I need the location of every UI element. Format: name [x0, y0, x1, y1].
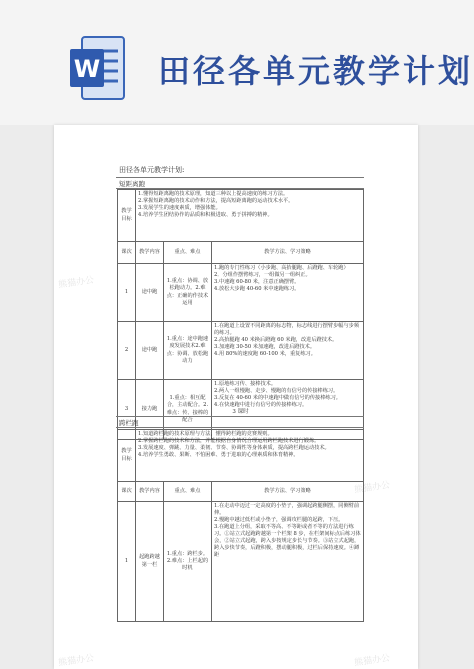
lesson-keypoints: 1.重点：跨栏步。2.难点：上栏起的时机 [164, 502, 212, 622]
watermark: 熊猫办公 [353, 480, 391, 496]
method-item: 1.跑的专门性练习（小步跑、高抬腿跑、后蹬跑、车轮跑） [214, 265, 349, 271]
lesson-keypoints: 1.重点：途中跑速度发展技术2.难点：协调、放松跑动力 [164, 322, 212, 380]
word-document-icon [68, 35, 126, 101]
watermark: 熊猫办公 [353, 653, 391, 669]
method-item: 1.在跑道上设置不同距离的标志物，标志线进行摆臂步幅与步频的练习。 [214, 323, 360, 337]
method-item: 4.放松大步跑 40-60 米中速跑练习。 [214, 286, 300, 293]
lesson-keypoints: 1.重点：协调、放松跑动力。2.难点：正确的作技术运用 [164, 264, 212, 322]
goal-label: 教学目标 [118, 430, 136, 482]
lesson-methods [212, 322, 364, 380]
goal-item: 1.懂得短距离跑的技术原理，知道三种以上提高速度的练习方法。 [138, 191, 289, 197]
lesson-content: 接力跑 [136, 380, 164, 440]
goal-label: 教学目标 [118, 190, 136, 242]
method-item: 1.原地练习传、接棒技术。 [214, 381, 277, 387]
section-label: 短距离跑 [119, 180, 145, 188]
lesson-number: 1 [118, 264, 136, 322]
divider [116, 177, 364, 178]
watermark: 熊猫办公 [57, 653, 95, 669]
header-content: 教学内容 [136, 242, 164, 264]
goal-item: 3.发展速度、弹跳、力量、柔韧、节奏、协调性等身体素质，提高跨栏跑运动技术。 [138, 445, 330, 452]
table-row [118, 322, 364, 380]
method-item: 2.高抬腿跑 40 米换后蹬跑 60 米跑，改进后蹬技术。 [214, 337, 338, 344]
header-lesson: 课次 [118, 482, 136, 502]
goal-item: 3.发展学生的速度素质，增强体能。 [138, 205, 221, 212]
header-keypoints: 重点、难点 [164, 482, 212, 502]
method-item: 2．分组作摆臂练习，一组做另一组纠正。 [214, 272, 311, 279]
section-label: 跨栏跑 [119, 419, 139, 427]
method-item: 4.用 80%的速度跑 60-100 米，重复练习。 [214, 351, 316, 358]
lesson-number: 3 [118, 380, 136, 440]
lesson-content: 起跑跨越第一栏 [136, 502, 164, 622]
method-item: 2.慢跑中越过低栏或小垫子，强调攻栏腿的起跨，下压。 [214, 517, 344, 524]
goal-item: 4.培养学生团结协作的品质和积极进取、勇于拼搏的精神。 [138, 212, 273, 219]
header-methods: 教学方法、学习策略 [212, 242, 364, 264]
divider [116, 427, 364, 428]
watermark: 熊猫办公 [57, 275, 95, 291]
goal-list [136, 190, 364, 242]
lesson-methods [212, 264, 364, 322]
method-item: 1.在走动中迈过一定高度的小垫子，强调起跨腿侧摆，同侧臂前伸。 [214, 503, 360, 517]
document-heading: 田径各单元教学计划: [119, 166, 185, 174]
hours-note: 3 课时 [232, 409, 249, 415]
banner-title: 田径各单元教学计划 [158, 52, 474, 90]
method-item: 3.中速跑 60-80 米，注意正确摆臂。 [214, 279, 300, 286]
goal-list [136, 430, 364, 482]
method-item: 2.两人一组慢跑、走步、慢跑的有信号的传接棒练习。 [214, 388, 339, 395]
table-row [118, 502, 364, 622]
method-item: 3.反复在 40-60 米的中速跑中做有信号的传接棒练习。 [214, 395, 341, 402]
header-keypoints: 重点、难点 [164, 242, 212, 264]
header-methods: 教学方法、学习策略 [212, 482, 364, 502]
divider [116, 416, 364, 417]
goal-item: 2.掌握跨栏跑的技术和方法，并能根据自身情况合理运用跨栏跑技术进行锻炼。 [138, 438, 320, 445]
word-icon-letter: W [73, 55, 101, 83]
lesson-keypoints: 1.重点：相互配合，主动配合。2.难点：传、接棒的配合 [164, 380, 212, 440]
goal-item: 4.培养学生勇敢、果断、不怕困难、勇于进取的心理素质和体育精神。 [138, 452, 299, 459]
method-item: 3.加速跑 30-50 米加速跑，改进后蹬技术。 [214, 344, 316, 351]
method-item: 3.在跑道上分组，采取不等高、不等距或者不等的方法进行练习。①站立式起跑跨越第一个栏架 8 步，在栏架间标点后练习体会，②站立式起跑，跨入步按规定步长与节奏。③站立式起跑，跨入步快节奏，后蹬积极，摆动腿积极，过栏后保持速度。④蹲距 [214, 524, 361, 559]
header-lesson: 课次 [118, 242, 136, 264]
lesson-number: 1 [118, 502, 136, 622]
lesson-table-sprint [117, 189, 364, 440]
lesson-content: 途中跑 [136, 264, 164, 322]
lesson-methods [212, 502, 364, 622]
document-page [54, 125, 418, 669]
lesson-content: 途中跑 [136, 322, 164, 380]
goal-item: 1.知道跨栏跑的技术原理与方法，懂得跨栏跑的竞赛规则。 [138, 431, 273, 437]
document-banner [0, 0, 474, 125]
goal-item: 2.掌握短距离跑的技术动作和方法，提高短距离跑的运动技术水平。 [138, 198, 294, 205]
header-content: 教学内容 [136, 482, 164, 502]
lesson-table-hurdles [117, 429, 364, 622]
method-item: 4.在快速跑中进行有信号的传接棒练习。 [214, 402, 308, 409]
table-row [118, 264, 364, 322]
lesson-number: 2 [118, 322, 136, 380]
